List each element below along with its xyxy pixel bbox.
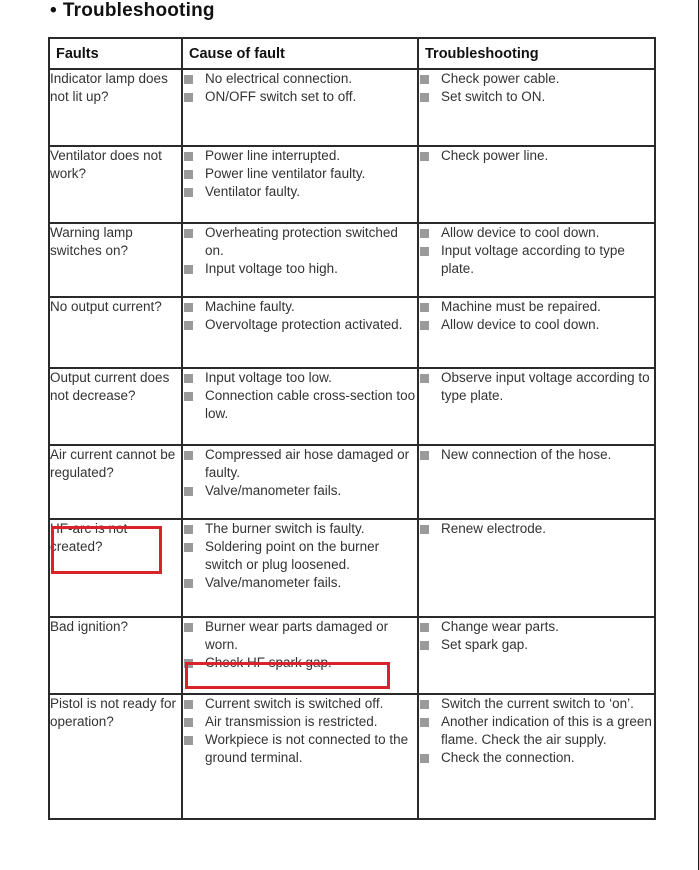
remedy-item: Input voltage according to type plate. xyxy=(419,242,654,278)
cause-item: Connection cable cross-section too low. xyxy=(183,387,417,423)
table-row xyxy=(49,223,655,297)
section-title xyxy=(50,0,215,22)
cause-item: Compressed air hose damaged or faulty. xyxy=(183,446,417,482)
cause-cell xyxy=(182,297,418,368)
remedy-item: Change wear parts. xyxy=(419,618,654,636)
troubleshooting-table xyxy=(48,37,656,820)
fault-cell: Output current does not decrease? xyxy=(49,368,182,445)
header-troubleshooting: Troubleshooting xyxy=(418,38,655,69)
fault-cell: Pistol is not ready for operation? xyxy=(49,694,182,819)
remedy-item: Check power line. xyxy=(419,147,654,165)
table-row xyxy=(49,445,655,519)
cause-cell xyxy=(182,445,418,519)
cause-item: Current switch is switched off. xyxy=(183,695,417,713)
cause-cell xyxy=(182,146,418,223)
remedy-cell xyxy=(418,617,655,694)
fault-cell: Bad ignition? xyxy=(49,617,182,694)
cause-item: Ventilator faulty. xyxy=(183,183,417,201)
cause-item: Input voltage too low. xyxy=(183,369,417,387)
cause-item: Overvoltage protection activated. xyxy=(183,316,417,334)
cause-item: Valve/manometer fails. xyxy=(183,482,417,500)
remedy-cell xyxy=(418,445,655,519)
cause-item: Overheating protection switched on. xyxy=(183,224,417,260)
remedy-cell xyxy=(418,297,655,368)
fault-cell: Ventilator does not work? xyxy=(49,146,182,223)
cause-item: Power line ventilator faulty. xyxy=(183,165,417,183)
table-row xyxy=(49,617,655,694)
remedy-cell xyxy=(418,368,655,445)
remedy-item: Machine must be repaired. xyxy=(419,298,654,316)
cause-item: Workpiece is not connected to the ground terminal. xyxy=(183,731,417,767)
remedy-cell xyxy=(418,519,655,617)
fault-cell: Warning lamp switches on? xyxy=(49,223,182,297)
fault-cell: Air current cannot be regulated? xyxy=(49,445,182,519)
remedy-item: Observe input voltage according to type plate. xyxy=(419,369,654,405)
cause-cell xyxy=(182,617,418,694)
remedy-cell xyxy=(418,146,655,223)
remedy-item: Check the connection. xyxy=(419,749,654,767)
remedy-cell xyxy=(418,223,655,297)
cause-cell xyxy=(182,694,418,819)
title-text: Troubleshooting xyxy=(62,0,215,21)
remedy-item: Switch the current switch to ‘on’. xyxy=(419,695,654,713)
cause-item: Check HF spark gap. xyxy=(183,654,417,672)
cause-cell xyxy=(182,223,418,297)
title-bullet: • xyxy=(50,0,57,21)
remedy-item: Check power cable. xyxy=(419,70,654,88)
cause-item: Soldering point on the burner switch or plug loosened. xyxy=(183,538,417,574)
remedy-item: Allow device to cool down. xyxy=(419,224,654,242)
remedy-item: Set switch to ON. xyxy=(419,88,654,106)
fault-cell: Indicator lamp does not lit up? xyxy=(49,69,182,146)
table-row xyxy=(49,694,655,819)
table-row xyxy=(49,146,655,223)
cause-item: ON/OFF switch set to off. xyxy=(183,88,417,106)
cause-item: Power line interrupted. xyxy=(183,147,417,165)
cause-item: Machine faulty. xyxy=(183,298,417,316)
fault-cell: HF-arc is not created? xyxy=(49,519,182,617)
table-row xyxy=(49,297,655,368)
remedy-item: New connection of the hose. xyxy=(419,446,654,464)
cause-cell xyxy=(182,519,418,617)
remedy-item: Set spark gap. xyxy=(419,636,654,654)
remedy-item: Renew electrode. xyxy=(419,520,654,538)
remedy-cell xyxy=(418,69,655,146)
table-row xyxy=(49,69,655,146)
remedy-cell xyxy=(418,694,655,819)
cause-cell xyxy=(182,69,418,146)
remedy-item: Allow device to cool down. xyxy=(419,316,654,334)
table-header-row xyxy=(49,38,655,69)
cause-item: No electrical connection. xyxy=(183,70,417,88)
cause-item: Air transmission is restricted. xyxy=(183,713,417,731)
header-faults: Faults xyxy=(49,38,182,69)
cause-item: The burner switch is faulty. xyxy=(183,520,417,538)
cause-cell xyxy=(182,368,418,445)
fault-cell: No output current? xyxy=(49,297,182,368)
cause-item: Valve/manometer fails. xyxy=(183,574,417,592)
remedy-item: Another indication of this is a green flame. Check the air supply. xyxy=(419,713,654,749)
table-row xyxy=(49,368,655,445)
table-row xyxy=(49,519,655,617)
cause-item: Burner wear parts damaged or worn. xyxy=(183,618,417,654)
header-cause: Cause of fault xyxy=(182,38,418,69)
cause-item: Input voltage too high. xyxy=(183,260,417,278)
